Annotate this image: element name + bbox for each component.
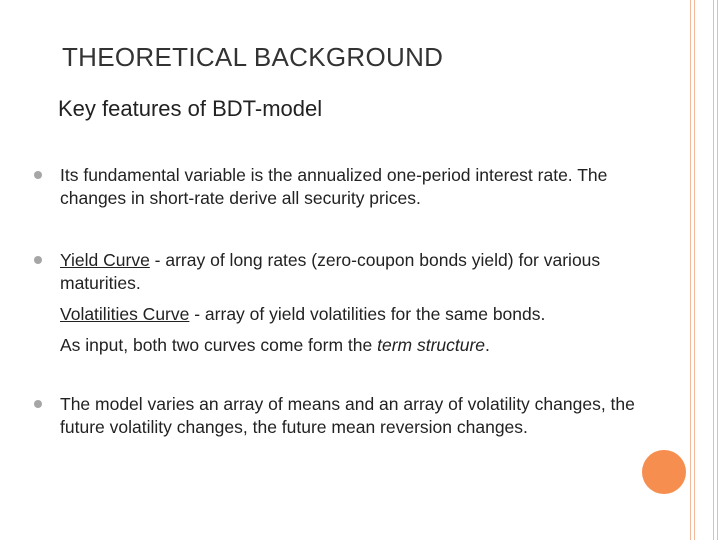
bullet-text: - array of yield volatilities for the same bonds. <box>189 304 546 324</box>
bullet-text: As input, both two curves come form the <box>60 335 378 355</box>
bullet-paragraph <box>60 303 650 326</box>
bullet-dot-icon <box>34 171 42 179</box>
bullet-text: Its fundamental variable is the annualized one-period interest rate. The changes in short-rate derive all security prices. <box>60 165 608 208</box>
bullet-paragraph <box>60 334 650 357</box>
term-yield-curve: Yield Curve <box>60 250 150 270</box>
slide-subtitle: Key features of BDT-model <box>58 96 323 121</box>
bullet-item <box>60 164 650 210</box>
decorative-orange-circle <box>642 450 686 494</box>
bullet-paragraph <box>60 249 650 295</box>
bullet-text: - array of long rates (zero-coupon bonds yield) for various maturities. <box>60 250 601 293</box>
decorative-rail-line <box>694 0 695 540</box>
decorative-rail-line <box>713 0 714 540</box>
bullet-text: . <box>485 335 490 355</box>
bullet-item <box>60 249 650 357</box>
term-volatilities-curve: Volatilities Curve <box>60 304 190 324</box>
bullet-text: The model varies an array of means and an array of volatility changes, the future volatility changes, the future mean reversion changes. <box>60 394 635 437</box>
bullet-item <box>60 393 650 439</box>
decorative-rail-line <box>717 0 718 540</box>
decorative-rail-line <box>690 0 691 540</box>
bullet-dot-icon <box>34 400 42 408</box>
slide-title: THEORETICAL BACKGROUND <box>62 42 444 72</box>
term-structure: term structure <box>377 335 486 355</box>
bullet-dot-icon <box>34 256 42 264</box>
